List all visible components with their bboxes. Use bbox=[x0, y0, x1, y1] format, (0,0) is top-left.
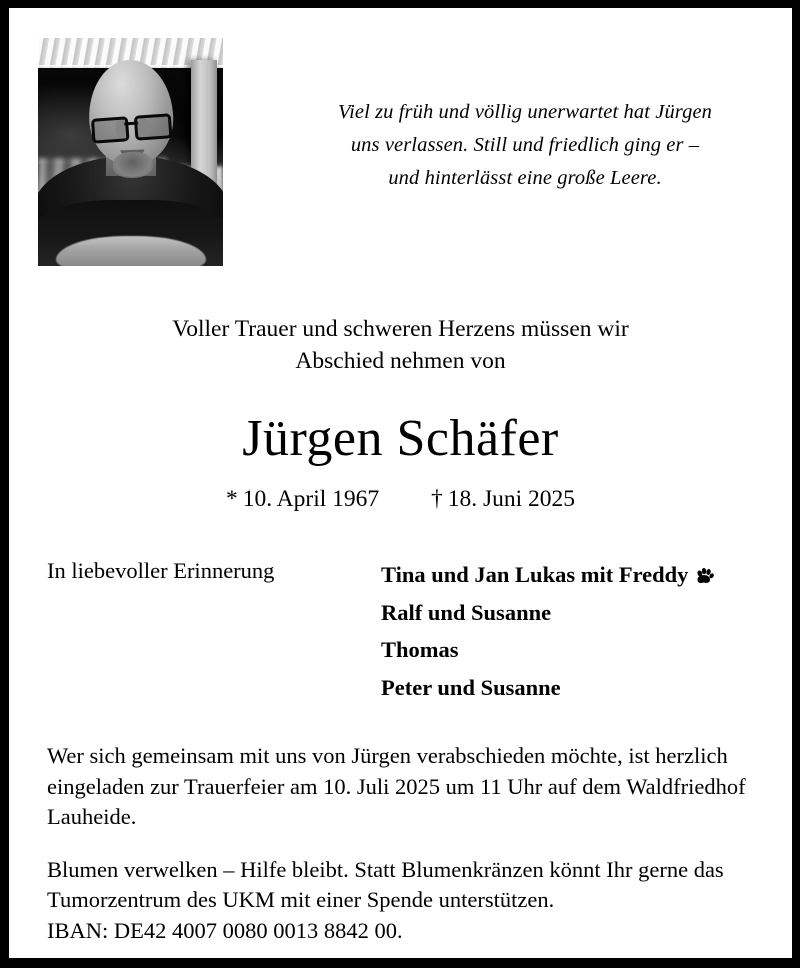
portrait-photo bbox=[38, 38, 223, 266]
photo-subject-goatee bbox=[112, 151, 153, 178]
mourner-item bbox=[381, 556, 714, 594]
birth-star-icon: * bbox=[225, 486, 238, 512]
funeral-details-paragraph: Wer sich gemeinsam mit uns von Jürgen verabschieden möchte, ist herzlich eingeladen zur Trauerfeier am 10. Juli 2025 um 11 Uhr auf dem Waldfriedhof Lauheide. bbox=[47, 743, 746, 829]
mourner-item bbox=[381, 594, 714, 632]
death-date bbox=[431, 486, 575, 512]
mourners-list bbox=[381, 556, 714, 706]
mourner-item bbox=[381, 631, 714, 669]
mourner-name: Peter und Susanne bbox=[381, 674, 561, 700]
lead-in-line: Abschied nehmen von bbox=[295, 348, 506, 374]
donation-text: Blumen verwelken – Hilfe bleibt. Statt Blumenkränzen könnt Ihr gerne das Tumorzentrum des UKM mit einer Spende unterstützen. bbox=[47, 856, 724, 912]
paw-print-icon bbox=[695, 566, 714, 585]
notice-sheet bbox=[9, 8, 792, 958]
deceased-name: Jürgen Schäfer bbox=[242, 410, 559, 467]
lead-in-text bbox=[9, 313, 792, 377]
mourner-name: Thomas bbox=[381, 637, 459, 662]
mourner-name: Ralf und Susanne bbox=[381, 599, 552, 625]
closing-block bbox=[47, 741, 773, 946]
eyeglasses-lens-left bbox=[90, 116, 129, 144]
dagger-cross-icon: † bbox=[431, 486, 443, 512]
life-dates bbox=[9, 484, 792, 514]
birth-date-value: 10. April 1967 bbox=[242, 486, 380, 512]
mourners-intro: In liebevoller Erinnerung bbox=[47, 558, 275, 583]
epigraph bbox=[267, 96, 783, 195]
epigraph-line: und hinterlässt eine große Leere. bbox=[388, 167, 662, 189]
epigraph-line: Viel zu früh und völlig unerwartet hat Jürgen bbox=[337, 101, 713, 123]
death-date-value: 18. Juni 2025 bbox=[447, 486, 576, 512]
portrait-photo-scene bbox=[38, 38, 223, 266]
eyeglasses-lens-right bbox=[133, 113, 172, 141]
epigraph-line: uns verlassen. Still und friedlich ging er – bbox=[350, 134, 700, 156]
iban-line: IBAN: DE42 4007 0080 0013 8842 00. bbox=[47, 917, 403, 943]
birth-date bbox=[226, 486, 385, 512]
mourner-name: Tina und Jan Lukas mit Freddy bbox=[381, 562, 689, 587]
lead-in-line: Voller Trauer und schweren Herzens müssen wir bbox=[172, 316, 629, 342]
donation-paragraph bbox=[47, 855, 773, 947]
eyeglasses-icon bbox=[90, 113, 171, 139]
mourner-item bbox=[381, 669, 714, 707]
